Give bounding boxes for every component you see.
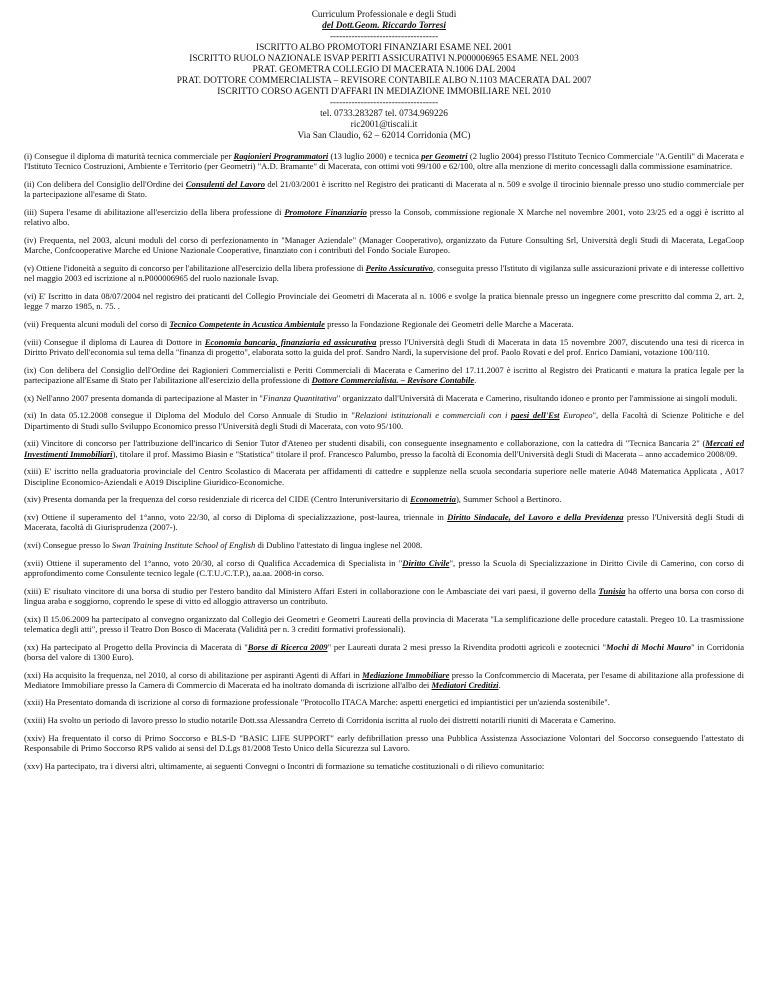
document-title: Curriculum Professionale e degli Studi xyxy=(311,10,457,20)
cv-header xyxy=(24,10,744,142)
cv-entry: (iv) Frequenta, nel 2003, alcuni moduli del corso di perfezionamento in "Manager Aziendale" (Manager Cooperativo), organizzato da Future Consulting Srl, Università degli Studi di Macerata, LegaCoop Marche, Confcooperative Marche ed Unione Nazionale Cooperative, finanziato con i contributi del Fondo Sociale Europeo. xyxy=(24,234,744,256)
cv-entry: (xiii) E' iscritto nella graduatoria provinciale del Centro Scolastico di Macerata per affidamenti di cattedre e supplenze nella scuola secondaria superiore nelle materie A048 Matematica Applicata , A017 Discipline Economico-Aziendali e A019 Discipline Giuridico-Economiche. xyxy=(24,466,744,487)
postal-address: Via San Claudio, 62 – 62014 Corridonia (MC) xyxy=(297,131,471,141)
cv-entry: (xv) Ottiene il superamento del 1°anno, voto 22/30, al corso di Diploma di specializzazione, post-laurea, triennale in Diritto Sindacale, del Lavoro e della Previdenza presso l'Università degli Studi di Macerata, facoltà di Giurisprudenza (2007-). xyxy=(24,511,745,533)
credential-line: ISCRITTO RUOLO NAZIONALE ISVAP PERITI ASSICURATIVI N.P000006965 ESAME NEL 2003 xyxy=(189,54,579,64)
credential-line: ISCRITTO CORSO AGENTI D'AFFARI IN MEDIAZIONE IMMOBILIARE NEL 2010 xyxy=(217,87,551,97)
cv-entry: (xxii) Ha Presentato domanda di iscrizione al corso di formazione professionale "Protocollo ITACA Marche: aspetti energetici ed impiantistici per un'azienda sostenibile". xyxy=(24,697,610,708)
header-divider: ----------------------------------- xyxy=(329,98,439,108)
cv-entry: (xxiv) Ha frequentato il corso di Primo Soccorso e BLS-D "BASIC LIFE SUPPORT" early defibrillation presso una Pubblica Assistenza Associazione Volontari del Soccorso conseguendo l'attestato di Responsabile di Primo Soccorso RPS valido ai sensi del D.Lgs 81/2008 Testo Unico della Sicurezza sul Lavoro. xyxy=(24,732,744,754)
cv-entry: (vi) E' Iscritto in data 08/07/2004 nel registro dei praticanti del Collegio Provinciale dei Geometri di Macerata al n. 1006 e svolge la pratica biennale presso un ingegnere come prescritto dal comma 2, art. 2, legge 7 marzo 1985, n. 75. . xyxy=(24,290,744,312)
cv-entry: (xii) Vincitore di concorso per l'attribuzione dell'incarico di Senior Tutor d'Ateneo per studenti disabili, con conseguente insegnamento e collaborazione, con la cattedra di "Tecnica Bancaria 2" (Mercati ed Investimenti Immobiliari), titolare il prof. Massimo Biasin e "Statistica" titolare il prof. Francesco Palumbo, presso la facoltà di Economia dell'Università degli Studi di Macerata – anno accademico 2008/09. xyxy=(24,438,744,459)
cv-entry: (viii) Consegue il diploma di Laurea di Dottore in Economia bancaria, finanziaria ed assicurativa presso l'Università degli Studi di Macerata in data 15 novembre 2007, discutendo una tesi di ricerca in Diritto Privato dell'economia sul tema della "finanza di progetto", elaborata sotto la guida del prof. Sandro Nardi, la supervisione del prof. Paolo Rovati e del prof. Enrico Damiani, votazione 100/110. xyxy=(24,336,744,357)
cv-entry: (xvi) Consegue presso lo Swan Training Institute School of English di Dublino l'attestato di lingua inglese nel 2008. xyxy=(24,539,423,550)
credential-line: ISCRITTO ALBO PROMOTORI FINANZIARI ESAME NEL 2001 xyxy=(255,43,513,53)
cv-entry: (xi) In data 05.12.2008 consegue il Diploma del Modulo del Corso Annuale di Studio in "Relazioni istituzionali e commerciali con i paesi dell'Est Europeo", della Facoltà di Scienze Politiche e del Dipartimento di Studi sullo Sviluppo Economico presso l'Università degli Studi di Macerata, con voto 95/100. xyxy=(24,410,744,431)
phone-numbers: tel. 0733.283287 tel. 0734.969226 xyxy=(320,109,448,119)
email-address: ric2001@tiscali.it xyxy=(350,120,418,130)
credential-line: PRAT. GEOMETRA COLLEGIO DI MACERATA N.1006 DAL 2004 xyxy=(252,65,516,75)
cv-entry: (xxi) Ha acquisito la frequenza, nel 2010, al corso di abilitazione per aspiranti Agenti di Affari in Mediazione Immobiliare presso la Confcommercio di Macerata, per l'esame di abilitazione alla professione di Mediatore Immobiliare presso la Camera di Commercio di Macerata ed ha inoltrato domanda di iscrizione all'albo dei Mediatori Creditizi. xyxy=(24,669,744,690)
cv-entry: (ix) Con delibera del Consiglio dell'Ordine dei Ragionieri Commercialisti e Periti Commerciali di Macerata e Camerino del 17.11.2007 è iscritto al Registro dei Praticanti e matura la pratica legale per la partecipazione all'Esame di Stato per l'abilitazione all'esercizio della professione di Dottore Commercialista. – Revisore Contabile. xyxy=(24,364,744,385)
cv-entry: (xiv) Presenta domanda per la frequenza del corso residenziale di ricerca del CIDE (Centro Interuniversitario di Econometria), Summer School a Bertinoro. xyxy=(24,494,562,505)
header-divider: ----------------------------------- xyxy=(329,32,439,42)
cv-entry: (xix) Il 15.06.2009 ha partecipato al convegno organizzato dal Collegio dei Geometri e Geometri Laureati della provincia di Macerata "La semplificazione delle procedure catastali. Pregeo 10. La trasmissione telematica degli atti", presso il Teatro Don Bosco di Macerata (Validità per n. 3 crediti formativi professionali). xyxy=(24,613,744,634)
cv-entry: (iii) Supera l'esame di abilitazione all'esercizio della libera professione di Promotore Finanziario presso la Consob, commissione regionale X Marche nel novembre 2001, voto 23/25 ed a oggi è iscritto al relativo albo. xyxy=(24,206,744,228)
cv-entry: (xiii) E' risultato vincitore di una borsa di studio per l'estero bandito dal Ministero Affari Esteri in collaborazione con le Ambasciate dei vari paesi, il governo della Tunisia ha offerto una borsa con corso di lingua araba e soggiorno, coprendo le spese di vitto ed alloggio attraverso un contributo. xyxy=(24,585,744,606)
cv-entry: (vii) Frequenta alcuni moduli del corso di Tecnico Competente in Acustica Ambientale presso la Fondazione Regionale dei Geometri delle Marche a Macerata. xyxy=(24,318,574,329)
cv-entry: (xxiii) Ha svolto un periodo di lavoro presso lo studio notarile Dott.ssa Alessandra Cerreto di Corridonia iscritta al ruolo dei distretti notarili riuniti di Macerata e Camerino. xyxy=(24,715,616,726)
credential-line: PRAT. DOTTORE COMMERCIALISTA – REVISORE CONTABILE ALBO N.1103 MACERATA DAL 2007 xyxy=(176,76,592,86)
cv-entry: (xxv) Ha partecipato, tra i diversi altri, ultimamente, ai seguenti Convegni o Incontri di formazione su tematiche costituzionali o di rilievo comunitario: xyxy=(24,760,545,771)
cv-entry: (ii) Con delibera del Consiglio dell'Ordine dei Consulenti del Lavoro del 21/03/2001 è iscritto nel Registro dei praticanti di Macerata al n. 509 e svolge il tirocinio biennale presso uno studio commerciale per la partecipazione all'esame di Stato. xyxy=(24,178,744,200)
cv-entry: (xx) Ha partecipato al Progetto della Provincia di Macerata di "Borse di Ricerca 2009" per Laureati durata 2 mesi presso la Rivendita prodotti agricoli e zootecnici "Mochi di Mochi Mauro" in Corridonia (borsa del valore di 1300 Euro). xyxy=(24,641,745,662)
cv-entry: (i) Consegue il diploma di maturità tecnica commerciale per Ragionieri Programmatori (13 luglio 2000) e tecnica per Geometri (2 luglio 2004) presso l'Istituto Tecnico Commerciale "A.Gentili" di Macerata e l'Istituto Tecnico Costruzioni, Ambiente e Territorio (per Geometri) "A.D. Bramante" di Macerata, con ottimi voti 99/100 e 62/100, oltre alla menzione di merito concessagli dalla commissione esaminatrice. xyxy=(24,151,744,172)
cv-entries xyxy=(24,151,744,771)
author-name: del Dott.Geom. Riccardo Torresi xyxy=(322,21,446,31)
cv-entry: (x) Nell'anno 2007 presenta domanda di partecipazione al Master in "Finanza Quantitativa" organizzato dall'Università di Macerata e Camerino, risultando idoneo e pronto per l'ammissione ai singoli moduli. xyxy=(24,392,738,403)
cv-entry: (v) Ottiene l'idoneità a seguito di concorso per l'abilitazione all'esercizio della libera professione di Perito Assicurativo, conseguita presso l'Istituto di vigilanza sulle assicurazioni private e di interesse collettivo nel maggio 2003 ed iscrizione al n.P000006965 del ruolo nazionale Isvap. xyxy=(24,262,744,284)
cv-entry: (xvii) Ottiene il superamento del 1°anno, voto 20/30, al corso di Qualifica Accademica di Specialista in "Diritto Civile", presso la Scuola di Specializzazione in Diritto Civile di Camerino, con corso di approfondimento come Consulente tecnico legale (C.T.U./C.T.P.), aa.aa. 2008-in corso. xyxy=(24,557,744,578)
